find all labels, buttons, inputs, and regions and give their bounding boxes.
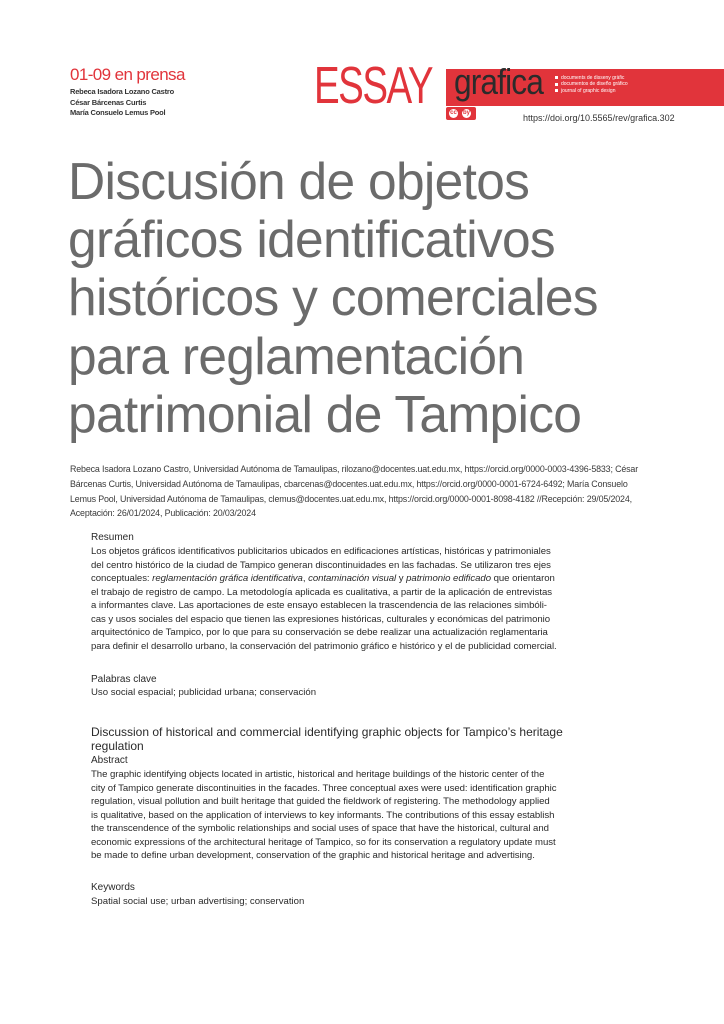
resumen-line [91,572,671,586]
author-metadata [70,462,670,521]
resumen-line: el trabajo de registro de campo. La metodología aplicada es cualitativa, a partir de la aplicación de entrevistas [91,586,552,598]
resumen-emphasis: patrimonio edificado [406,573,491,584]
resumen-line: Los objetos gráficos identificativos publicitarios ubicados en edificaciones artísticas, históricas y patrimoniales [91,546,551,557]
article-title [68,152,628,443]
keywords-heading: Keywords [91,882,135,893]
keywords-text: Spatial social use; urban advertising; conservation [91,896,305,907]
title-line: para reglamentación [68,326,525,385]
resumen-line: a informantes clave. Las aportaciones de este ensayo establecen la trascendencia de las relaciones simbóli- [91,600,547,611]
meta-line: Aceptación: 26/01/2024, Publicación: 20/03/2024 [70,508,256,519]
abstract-line: the transcendence of the symbolic relationships and social uses of space that have the historical, cultural and [91,823,549,834]
cc-icon: cc [450,110,457,116]
meta-line: Rebeca Isadora Lozano Castro, Universidad Autónoma de Tamaulipas, rilozano@docentes.uat.edu.mx, https://orcid.org/0000-0003-4396-5833; César [70,464,639,474]
journal-logo: grafica [454,61,543,102]
doi-link[interactable]: https://doi.org/10.5565/rev/grafica.302 [523,113,675,123]
abstract-line: city of Tampico generate discontinuities in the facades. Three conceptual axes were used: identification graphic [91,782,557,794]
abstract-text [91,768,671,863]
resumen-text-run: conceptuales: [91,573,153,584]
journal-taglines [555,75,628,94]
abstract-line: be made to define urban development, conservation of the graphic and historical heritage and advertising. [91,850,535,861]
resumen-emphasis: reglamentación gráfica identificativa [152,573,303,584]
resumen-line: del centro histórico de la ciudad de Tampico generan discontinuidades en las fachadas. Se utilizaron tres ejes [91,559,551,571]
journal-tagline: documentos de diseño gráfico [555,81,628,87]
abstract-line: The graphic identifying objects located in artistic, historical and heritage buildings of the historic center of the [91,769,545,780]
resumen-text-run: y [396,573,407,584]
resumen-line: arquitectónico de Tampico, por lo que para su conservación se debe realizar una actualización reglamentaria [91,627,548,638]
issue-label: 01-09 en prensa [70,65,185,84]
attribution-icon: by [462,110,470,116]
english-title-line: Discussion of historical and commercial identifying graphic objects for Tampico’s heritage [91,725,563,739]
meta-line: Lemus Pool, Universidad Autónoma de Tamaulipas, clemus@docentes.uat.edu.mx, https://orcid.org/0000-0001-8098-4182 //Recepción: 29/05/2024, [70,493,632,504]
abstract-heading: Abstract [91,755,128,766]
resumen-text [91,545,671,653]
license-badge[interactable] [446,107,476,120]
palabras-clave-heading: Palabras clave [91,674,157,685]
title-line: patrimonial de Tampico [68,384,582,443]
resumen-line: cas y usos sociales del espacio que tienen las expresiones históricas, culturales y económicas del patrimonio [91,613,551,625]
abstract-line: economic expressions of the architectural heritage of Tampico, so for its conservation a regulatory update must [91,836,556,848]
english-title [91,726,563,753]
title-line: históricos y comerciales [68,268,598,327]
title-line: gráficos identificativos [68,210,555,269]
resumen-emphasis: contaminación visual [308,573,397,584]
palabras-clave-text: Uso social espacial; publicidad urbana; conservación [91,687,317,698]
author-short: María Consuelo Lemus Pool [70,108,166,117]
authors-short-list [70,87,174,119]
journal-tagline: documents de disseny gràfic [555,75,628,81]
author-short: Rebeca Isadora Lozano Castro [70,87,175,96]
journal-tagline: journal of graphic design [555,88,628,94]
abstract-line: is qualitative, based on the application of interviews to key informants. The contributions of this essay establish [91,809,555,821]
resumen-text-run: que orientaron [491,573,555,584]
author-short: César Bárcenas Curtis [70,97,147,107]
abstract-line: regulation, visual pollution and built heritage that guided the fieldwork of registering. The methodology applied [91,796,550,807]
title-line: Discusión de objetos [68,152,530,210]
resumen-text-run: , [302,573,309,584]
resumen-line: para definir el desarrollo urbano, la conservación del patrimonio gráfico e histórico y el de publicidad comercial. [91,640,557,652]
meta-line: Bárcenas Curtis, Universidad Autónoma de Tamaulipas, cbarcenas@docentes.uat.edu.mx, https://orcid.org/0000-0001-6724-6492; María Consuelo [70,478,628,489]
section-label: ESSAY [314,57,433,115]
resumen-heading: Resumen [91,532,134,543]
english-title-line: regulation [91,738,144,753]
